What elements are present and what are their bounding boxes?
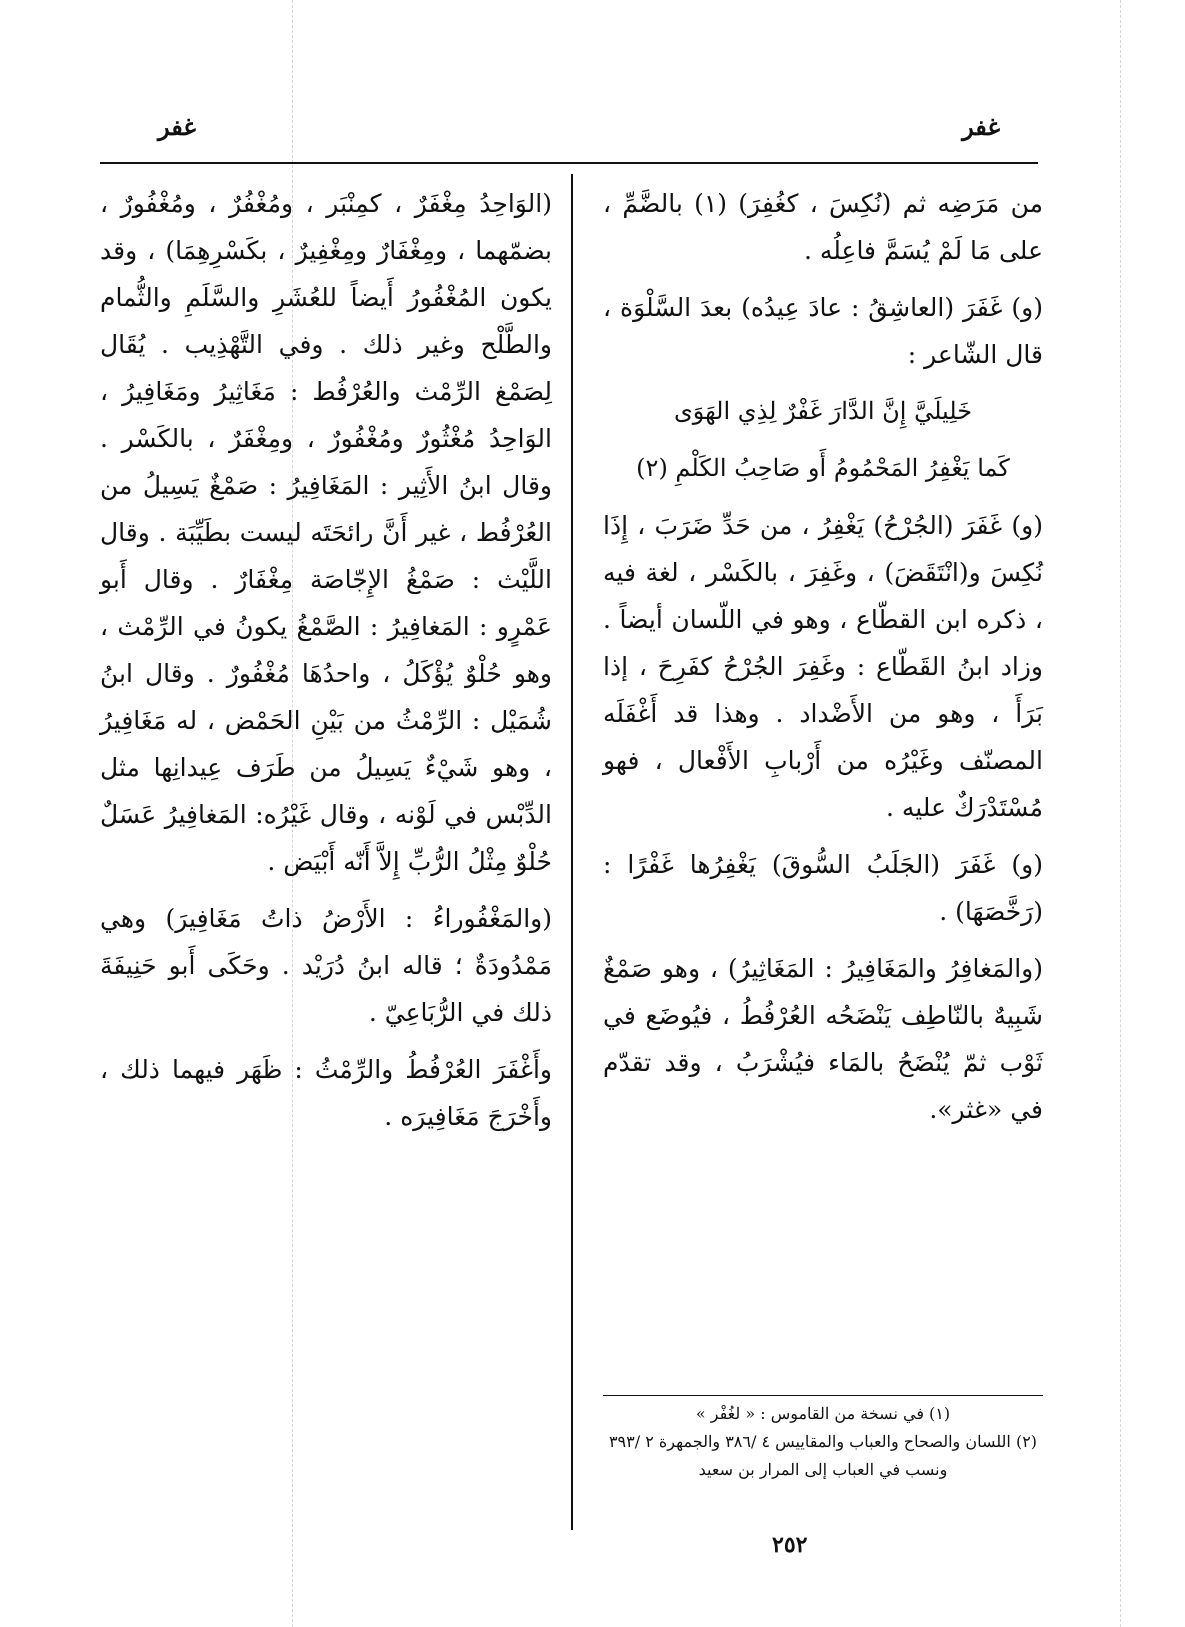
- scan-fold-line: [1120, 0, 1121, 1627]
- footnote-rule: [603, 1395, 1043, 1396]
- poem-verse: كَما يَغْفِرُ المَحْمُومُ أَو صَاحِبُ الكَلْمِ (٢): [636, 454, 1010, 482]
- footnote: (١) في نسخة من القاموس : « لغُفْر »: [695, 1404, 951, 1423]
- entry-paragraph: (و) غَفَرَ (الجَلَبُ السُّوقَ) يَغْفِرُها غَفْرًا : (رَخَّصَهَا) .: [603, 850, 1043, 926]
- column-divider: [571, 174, 573, 1530]
- header-rule: [100, 162, 1038, 164]
- page-number: ٢٥٢: [772, 1532, 808, 1558]
- left-column: [100, 180, 552, 1150]
- entry-paragraph: (الوَاحِدُ مِغْفَرٌ ، كمِنْبَر ، ومُغْفُرٌ ، ومُغْفُورٌ ، بضمّهما ، ومِغْفَارٌ ومِغْفِيرٌ ، بكَسْرِهِمَا) ، وقد يكون المُغْفُورُ أَيضاً للعُشَرِ والسَّلَمِ والثُّمام والطَّلْح وغير ذلك . وفي التَّهْذِيب . يُقَال لِصَمْغ الرِّمْث والعُرْفُط : مَغَاثِيرُ ومَغَافِيرُ ، الوَاحِدُ مُغْثُورٌ ومُغْفُورٌ ، ومِغْفَرٌ ، بالكَسْر . وقال ابنُ الأَثِير : المَغَافِيرُ : صَمْغٌ يَسِيلُ من العُرْفُط ، غير أَنَّ رائحَتَه ليست بطَيِّبَة . وقال اللَّيْث : صَمْغُ الإِجّاصَة مِغْفَارٌ . وقال أَبو عَمْرٍو : المَغافِيرُ : الصَّمْغُ يكونُ في الرِّمْث ، وهو حُلْوٌ يُؤْكَلُ ، واحدُهَا مُغْفُورٌ . وقال ابنُ شُمَيْل : الرِّمْثُ من بَيْنِ الحَمْض ، له مَغَافِيرُ ، وهو شَيْءٌ يَسِيلُ من طَرَف عِيدانِها مثل الدِّبْس في لَوْنه ، وقال غَيْرُه: المَغافِيرُ عَسَلٌ حُلْوٌ مِثْلُ الرُّبِّ إِلاَّ أَنّه أَبْيَض .: [100, 189, 552, 876]
- entry-paragraph: (والمَغافِرُ والمَغَافِيرُ : المَغَاثِيرُ) ، وهو صَمْغٌ شَبِيهٌ بالنّاطِف يَنْضَحُه العُرْفُطُ ، فيُوضَع في ثَوْب ثمّ يُنْضَحُ بالمَاء فيُشْرَبُ ، وقد تقدّم في «غثر».: [603, 954, 1043, 1124]
- header-keyword-left: غفر: [158, 112, 196, 141]
- entry-paragraph: (و) غَفَرَ (العاشِقُ : عادَ عِيدُه) بعدَ السَّلْوَة ، قال الشّاعر :: [603, 293, 1043, 369]
- footnotes: [603, 1400, 1043, 1484]
- entry-paragraph: وأَغْفَرَ العُرْفُطُ والرِّمْثُ : ظَهَر فيهما ذلك ، وأَخْرَجَ مَغَافِيرَه .: [100, 1055, 552, 1131]
- poem-verse: خَلِيلَيَّ إِنَّ الدَّارَ غَفْرٌ لِذِي الهَوَى: [673, 397, 973, 425]
- entry-paragraph: من مَرَضِه ثم (نُكِسَ ، كغُفِرَ) (١) بالضَّمِّ ، على مَا لَمْ يُسَمَّ فاعِلُه .: [603, 189, 1043, 265]
- entry-paragraph: (و) غَفَرَ (الجُرْحُ) يَغْفِرُ ، من حَدِّ ضَرَبَ ، إِذَا نُكِسَ و(انْتَقَضَ) ، وغَفِرَ ، بالكَسْر ، لغة فيه ، ذكره ابن القطّاع ، وهو في اللّسان أيضاً . وزاد ابنُ القَطّاع : وغَفِرَ الجُرْحُ كفَرِحَ ، إذا بَرَأَ ، وهو من الأَضْداد . وهذا قد أَغْفَلَه المصنّف وغَيْرُه من أَرْبابِ الأَفْعال ، فهو مُسْتَدْرَكٌ عليه .: [603, 511, 1043, 822]
- entry-paragraph: (والمَغْفُوراءُ : الأَرْضُ ذاتُ مَغَافِيرَ) وهي مَمْدُودَةٌ ؛ قاله ابنُ دُرَيْد . وحَكَى أَبو حَنِيفَةَ ذلك في الرُّبَاعِيّ .: [100, 904, 552, 1027]
- header-keyword-right: غفر: [962, 112, 1000, 141]
- right-column: [603, 180, 1043, 1143]
- footnote: (٢) اللسان والصحاح والعباب والمقاييس ٤ /٣٨٦ والجمهرة ٢ /٣٩٣ ونسب في العباب إلى المرار بن سعيد: [608, 1432, 1038, 1479]
